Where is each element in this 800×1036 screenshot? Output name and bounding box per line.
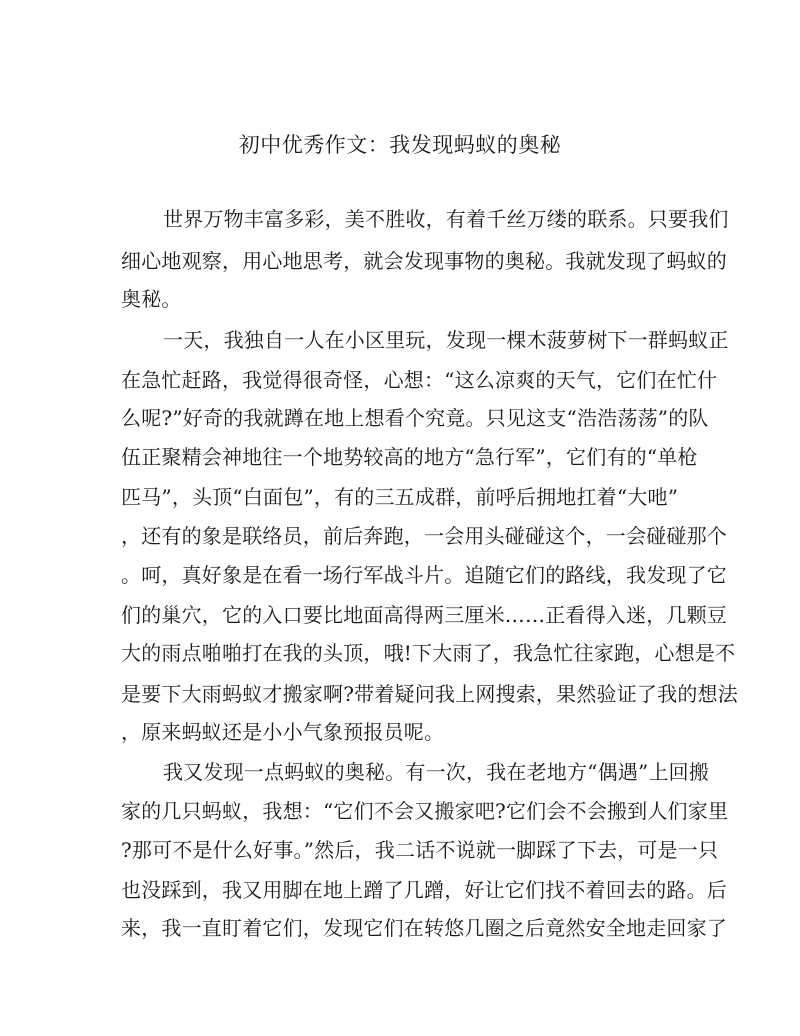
paragraph-line: 也没踩到，我又用脚在地上蹭了几蹭，好让它们找不着回去的路。后 <box>121 878 727 902</box>
paragraph-line: 一天，我独自一人在小区里玩，发现一棵木菠萝树下一群蚂蚁正 <box>163 328 729 352</box>
paragraph-line: 家的几只蚂蚁，我想：“它们不会又搬家吧?它们会不会搬到人们家里 <box>121 799 729 823</box>
paragraph-line: 细心地观察，用心地思考，就会发现事物的奥秘。我就发现了蚂蚁的 <box>121 249 727 273</box>
paragraph-line: 大的雨点啪啪打在我的头顶，哦!下大雨了，我急忙往家跑，心想是不 <box>121 641 736 665</box>
paragraph-line: 来，我一直盯着它们，发现它们在转悠几圈之后竟然安全地走回家了 <box>121 916 727 940</box>
paragraph-line: 么呢?”好奇的我就蹲在地上想看个究竟。只见这支“浩浩荡荡”的队 <box>121 406 709 430</box>
paragraph-line: ，还有的象是联络员，前后奔跑，一会用头碰碰这个，一会碰碰那个 <box>121 524 727 548</box>
paragraph-line: 伍正聚精会神地往一个地势较高的地方“急行军”，它们有的“单枪 <box>121 445 698 469</box>
paragraph-line: 是要下大雨蚂蚁才搬家啊?带着疑问我上网搜索，果然验证了我的想法 <box>121 682 738 706</box>
paragraph-line: 世界万物丰富多彩，美不胜收，有着千丝万缕的联系。只要我们 <box>163 207 729 231</box>
paragraph-line: 。呵，真好象是在看一场行军战斗片。追随它们的路线，我发现了它 <box>121 563 727 587</box>
paragraph-line: 在急忙赶路，我觉得很奇怪，心想：“这么凉爽的天气，它们在忙什 <box>121 368 718 392</box>
paragraph-line: ，原来蚂蚁还是小小气象预报员呢。 <box>121 720 445 744</box>
paragraph-line: 我又发现一点蚂蚁的奥秘。有一次，我在老地方“偶遇”上回搬 <box>163 760 710 784</box>
page-title: 初中优秀作文：我发现蚂蚁的奥秘 <box>238 133 562 157</box>
paragraph-line: 们的巢穴，它的入口要比地面高得两三厘米……正看得入迷，几颗豆 <box>121 603 727 627</box>
paragraph-line: ?那可不是什么好事。”然后，我二话不说就一脚踩了下去，可是一只 <box>121 838 719 862</box>
paragraph-line: 匹马”，头顶“白面包”，有的三五成群，前呼后拥地扛着“大吔” <box>121 485 679 509</box>
paragraph-line: 奥秘。 <box>121 287 182 311</box>
